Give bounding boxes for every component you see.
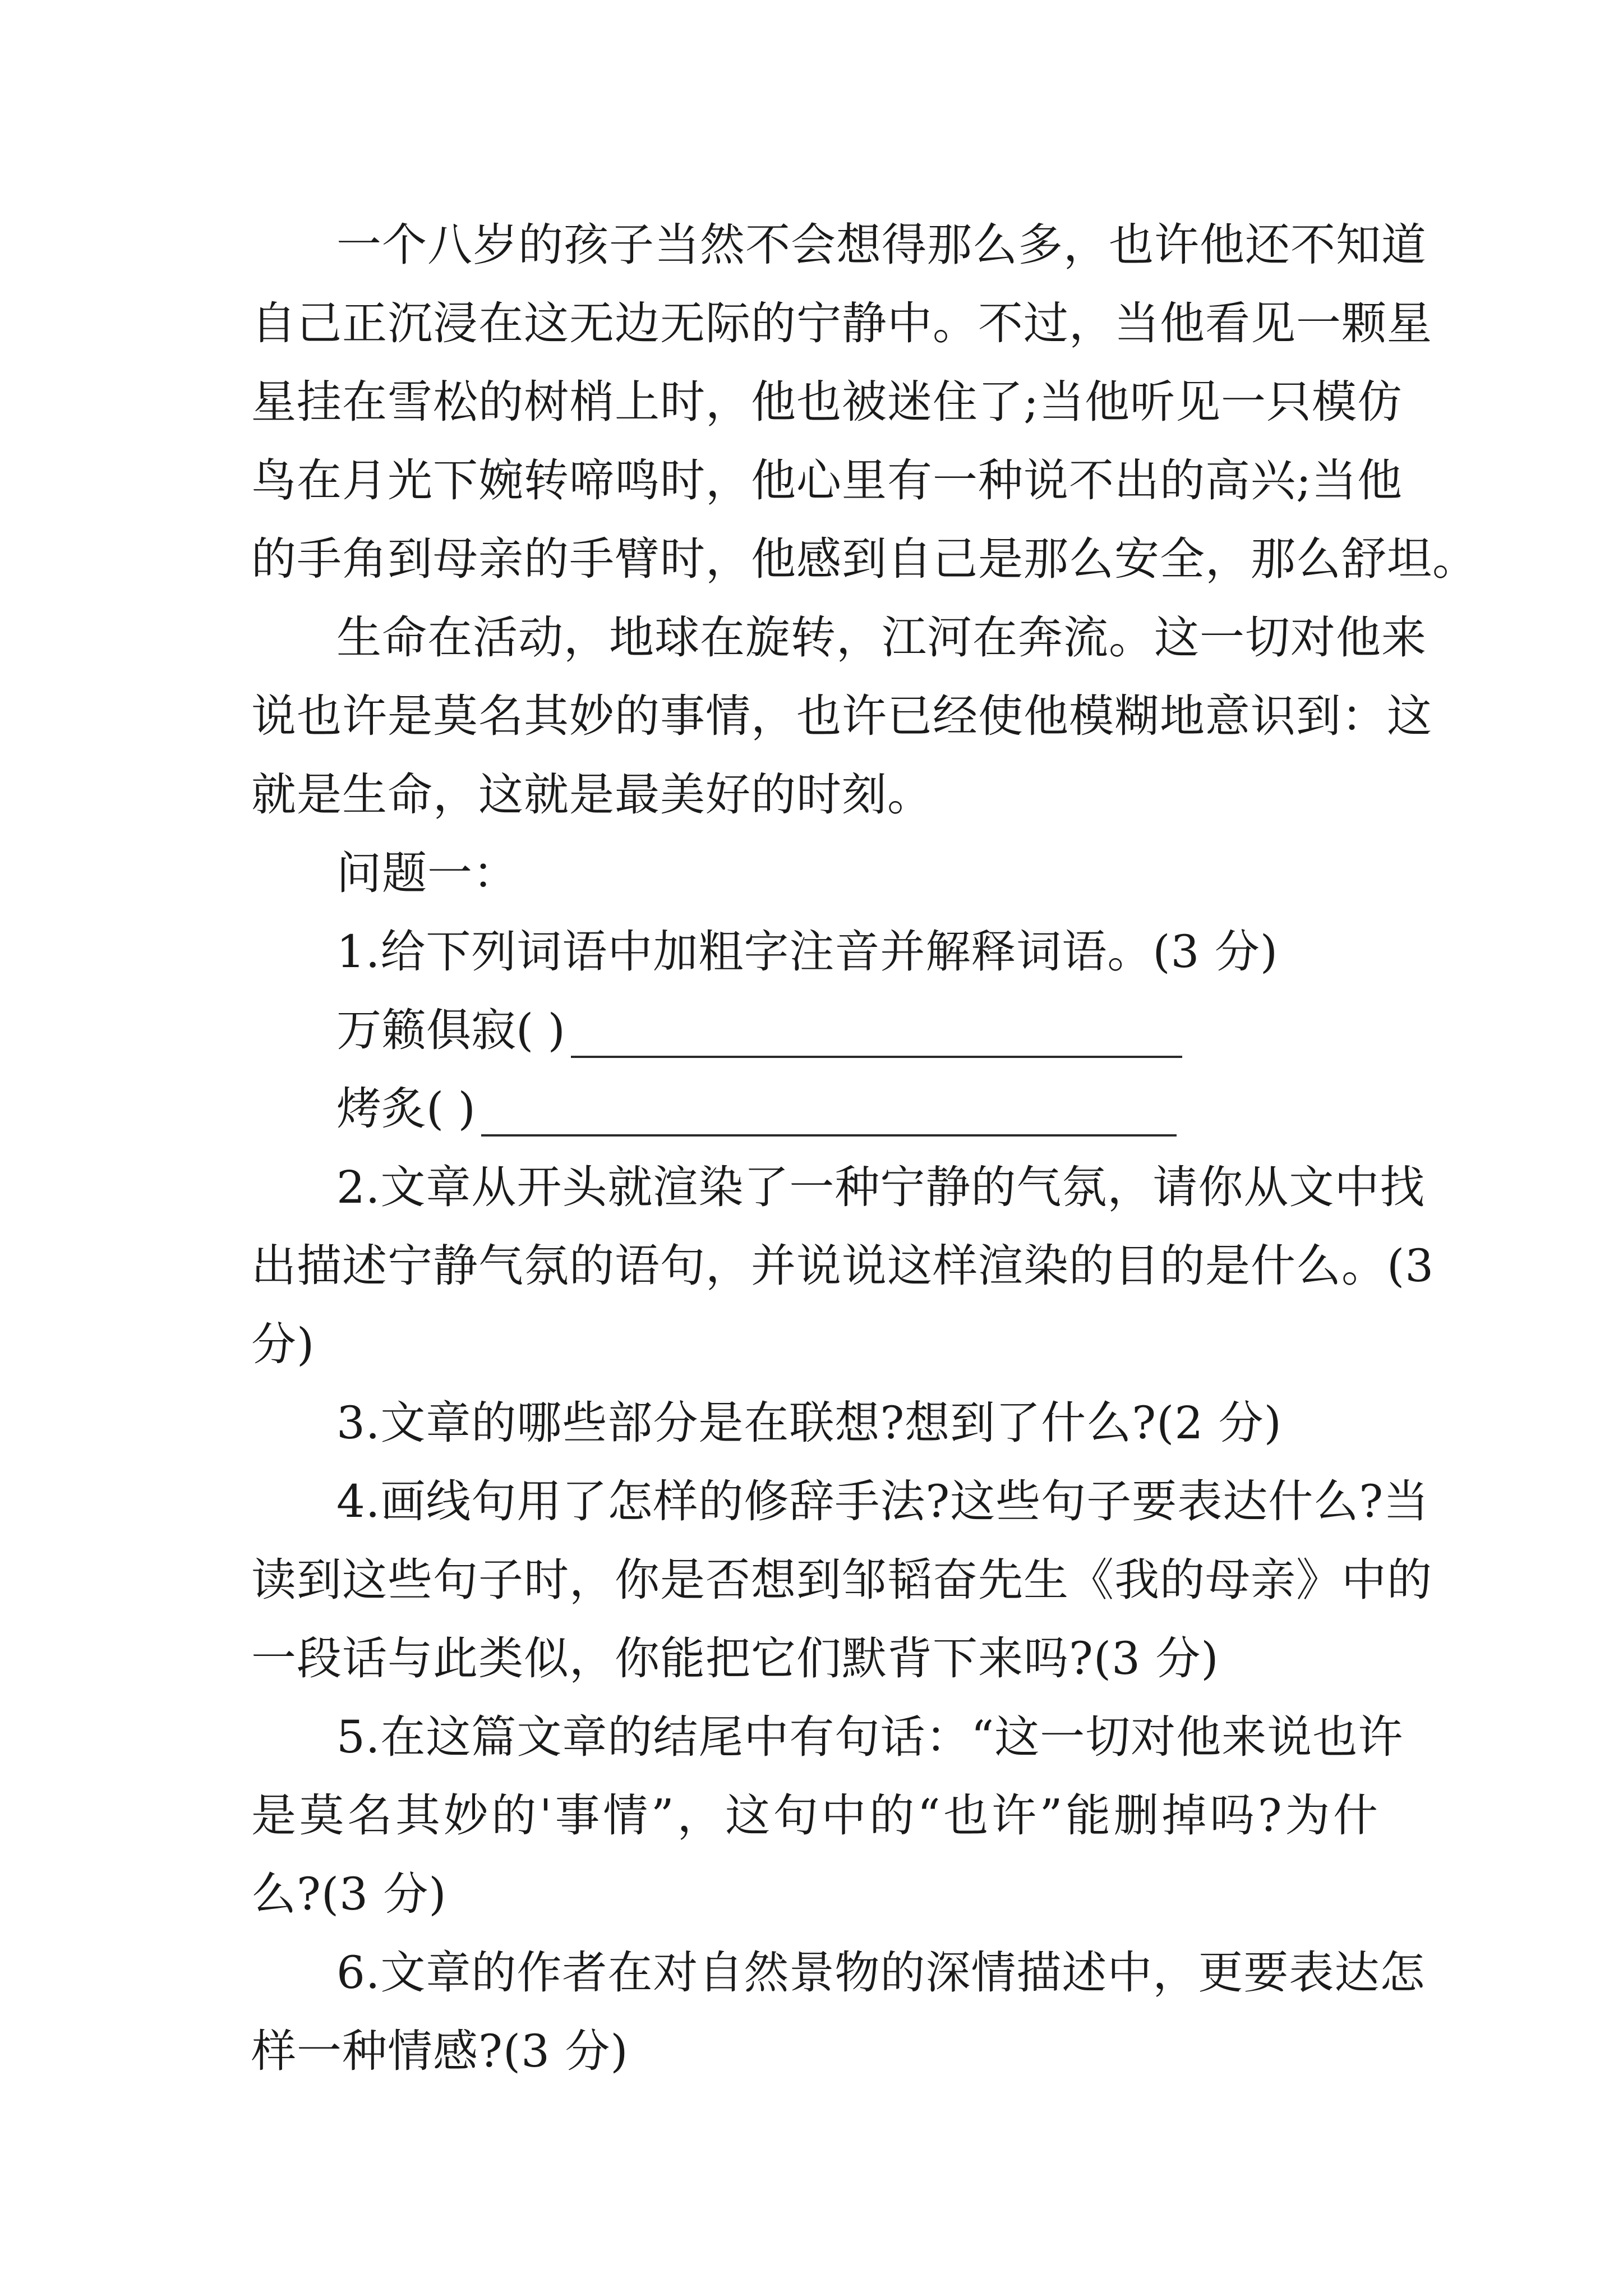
paragraph-1-line-5: 的手角到母亲的手臂时，他感到自己是那么安全，那么舒坦。 xyxy=(251,533,1478,585)
question-4-line-1: 4.画线句用了怎样的修辞手法?这些句子要表达什么?当 xyxy=(336,1475,1430,1527)
paragraph-2-line-2: 说也许是莫名其妙的事情，也许已经使他模糊地意识到：这 xyxy=(251,690,1432,742)
fill-blank-2-term: 烤炙( ) xyxy=(336,1083,476,1135)
question-6-line-2: 样一种情感?(3 分) xyxy=(251,2025,629,2077)
fill-blank-2 xyxy=(336,1067,1177,1151)
question-4-line-2: 读到这些句子时，你是否想到邹韬奋先生《我的母亲》中的 xyxy=(251,1554,1432,1606)
paragraph-2-line-1: 生命在活动，地球在旋转，江河在奔流。这一切对他来 xyxy=(336,611,1427,664)
question-2-line-1: 2.文章从开头就渲染了一种宁静的气氛，请你从文中找 xyxy=(336,1161,1426,1213)
paragraph-1-line-4: 鸟在月光下婉转啼鸣时，他心里有一种说不出的高兴;当他 xyxy=(251,454,1403,507)
question-1-line-1: 1.给下列词语中加粗字注音并解释词语。(3 分) xyxy=(336,926,1279,978)
paragraph-1-line-2: 自己正沉浸在这无边无际的宁静中。不过，当他看见一颗星 xyxy=(251,297,1432,349)
fill-blank-1 xyxy=(336,988,1182,1073)
fill-blank-1-term: 万籁俱寂( ) xyxy=(336,1004,565,1056)
question-2-line-3: 分) xyxy=(251,1318,315,1370)
question-2-line-2: 出描述宁静气氛的语句，并说说这样渲染的目的是什么。(3 xyxy=(251,1240,1435,1292)
paragraph-2-line-3: 就是生命，这就是最美好的时刻。 xyxy=(251,769,933,821)
fill-blank-1-underline[interactable] xyxy=(571,1056,1182,1058)
question-3-line-1: 3.文章的哪些部分是在联想?想到了什么?(2 分) xyxy=(336,1397,1282,1449)
paragraph-1-line-3: 星挂在雪松的树梢上时，他也被迷住了;当他听见一只模仿 xyxy=(251,376,1403,428)
question-5-line-2: 是莫名其妙的'事情”，这句中的“也许”能删掉吗?为什 xyxy=(251,1789,1378,1842)
section-heading: 问题一： xyxy=(336,847,518,899)
question-5-line-3: 么?(3 分) xyxy=(251,1868,447,1920)
fill-blank-2-underline[interactable] xyxy=(481,1134,1177,1137)
paragraph-1-line-1: 一个八岁的孩子当然不会想得那么多，也许他还不知道 xyxy=(336,219,1427,271)
question-5-line-1: 5.在这篇文章的结尾中有句话：“这一切对他来说也许 xyxy=(336,1711,1404,1763)
question-6-line-1: 6.文章的作者在对自然景物的深情描述中，更要表达怎 xyxy=(336,1947,1426,1999)
question-4-line-3: 一段话与此类似，你能把它们默背下来吗?(3 分) xyxy=(251,1632,1219,1685)
